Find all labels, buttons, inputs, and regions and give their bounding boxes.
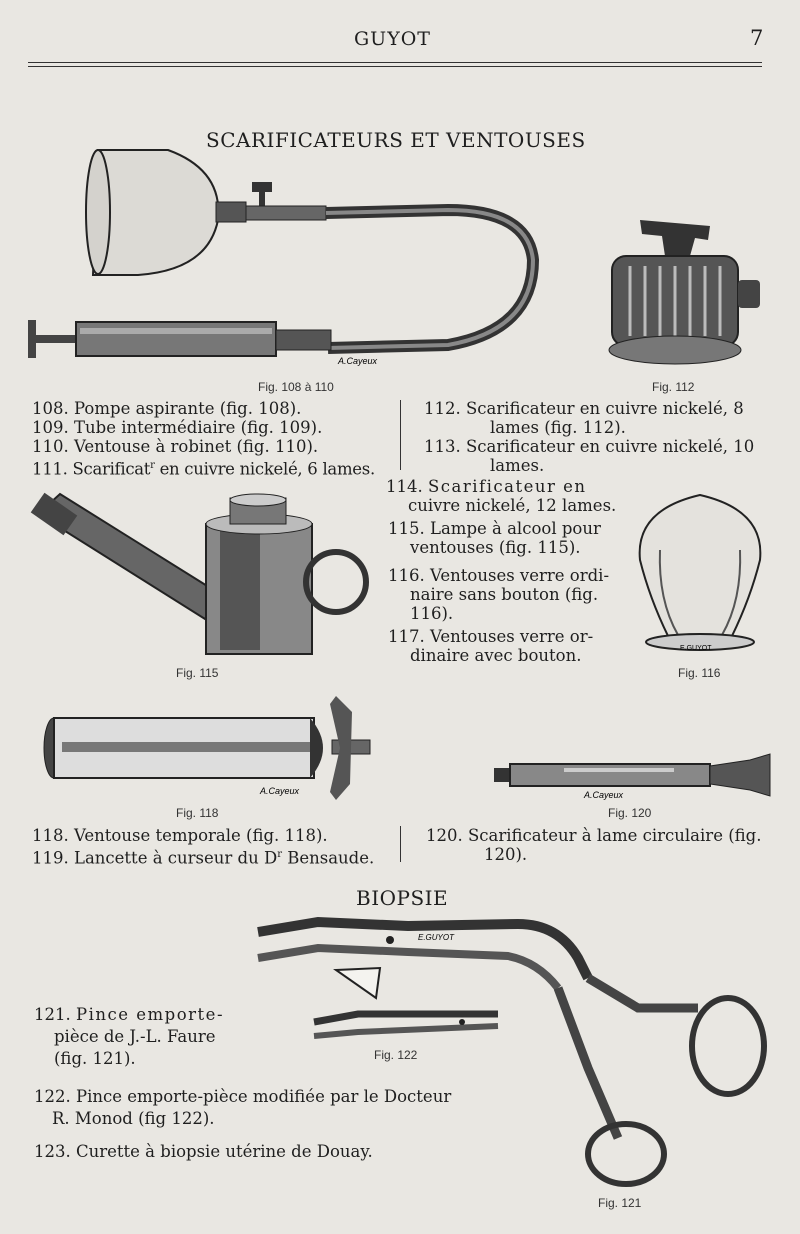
- list-item-113: 113. Scarificateur en cuivre nickelé, 10 lames.: [424, 437, 755, 475]
- connector: [246, 206, 326, 220]
- pump-nozzle: [276, 330, 331, 350]
- list-item-111: 111. Scarificat$^r$ en cuivre nickelé, 6 lames.: [32, 459, 375, 479]
- lancet-handle: [710, 754, 770, 796]
- forceps-shank-upper: [588, 978, 698, 1008]
- lancet-tip: [494, 768, 510, 782]
- list-item-118: 118. Ventouse temporale (fig. 118).: [32, 826, 328, 845]
- section-title-biopsie: BIOPSIE: [356, 886, 449, 910]
- forceps-shank-lower: [558, 988, 618, 1138]
- list-item-115: 115. Lampe à alcool pour ventouses (fig. 115).: [388, 519, 601, 557]
- lancet-shine: [564, 768, 674, 772]
- list-item-119: 119. Lancette à curseur du $D^r$ Bensaude.: [32, 848, 375, 868]
- signature-120: A.Cayeux: [584, 790, 624, 800]
- glass-cup-illustration: [630, 490, 770, 658]
- scarificator-button: [738, 280, 760, 308]
- list-item-121: 121. Pince emporte- pièce de J.-L. Faure (fig. 121).: [34, 1005, 225, 1068]
- lamp-ring-handle: [306, 552, 366, 612]
- signature-108: A.Cayeux: [338, 356, 378, 366]
- caption-fig-118: Fig. 118: [176, 806, 219, 820]
- lamp-cap-top: [230, 494, 286, 506]
- list-item-116: 116. Ventouses verre ordi- naire sans bouton (fig. 116).: [388, 566, 610, 623]
- alcohol-lamp-illustration: [30, 494, 375, 666]
- valve-neck: [216, 202, 246, 222]
- temporal-cup-illustration: [40, 696, 380, 800]
- temporal-cup-end: [310, 718, 323, 778]
- scarificator-base: [609, 336, 741, 364]
- forceps-122-lower: [314, 1026, 498, 1036]
- lamp-body-shade: [220, 530, 260, 650]
- column-divider-bottom: [400, 826, 401, 862]
- lancet-body: [510, 764, 710, 786]
- forceps-122-pivot: [459, 1019, 465, 1025]
- column-divider-top: [400, 400, 401, 470]
- pump-handle: [28, 320, 36, 358]
- page-number: 7: [750, 26, 765, 50]
- forceps-jaw-lower: [258, 948, 558, 988]
- signature-118: A.Cayeux: [260, 786, 300, 796]
- caption-fig-122: Fig. 122: [374, 1048, 418, 1062]
- list-item-122: 122. Pince emporte-pièce modifiée par le Docteur R. Monod (fig 122).: [34, 1087, 452, 1128]
- caption-fig-116: Fig. 116: [678, 666, 721, 680]
- lancet-illustration: [494, 752, 770, 798]
- pump-rod: [36, 335, 76, 343]
- forceps-brand: E.GUYOT: [418, 933, 455, 942]
- glass-brand: E.GUYOT: [680, 645, 712, 652]
- forceps-ring-lower: [588, 1124, 664, 1184]
- forceps-ring-upper: [692, 998, 764, 1094]
- forceps-122-upper: [314, 1014, 498, 1022]
- scarificator-8-illustration: [600, 218, 770, 370]
- scarificator-key: [640, 220, 710, 256]
- running-head: GUYOT: [354, 28, 431, 50]
- forceps-blade-piece: [336, 968, 380, 998]
- list-item-114: 114. Scarificateur en cuivre nickelé, 12 lames.: [386, 477, 617, 515]
- pump-barrel: [76, 322, 276, 356]
- temporal-cup-screw: [62, 742, 312, 752]
- forceps-pivot: [386, 936, 394, 944]
- glass-cup-shape: [93, 150, 218, 275]
- list-item-108: 108. Pompe aspirante (fig. 108).: [32, 399, 302, 418]
- pump-barrel-shine: [80, 328, 272, 334]
- caption-fig-112: Fig. 112: [652, 380, 695, 394]
- list-item-117: 117. Ventouses verre or- dinaire avec bouton.: [388, 627, 594, 665]
- header-rule-bottom: [28, 66, 762, 67]
- caption-fig-115: Fig. 115: [176, 666, 219, 680]
- caption-fig-108: Fig. 108 à 110: [258, 380, 334, 394]
- pump-illustration: [28, 150, 548, 380]
- section-title-scarificateurs: SCARIFICATEURS ET VENTOUSES: [206, 128, 586, 152]
- header-rule-top: [28, 62, 762, 63]
- glass-bulb: [640, 495, 761, 640]
- list-item-112: 112. Scarificateur en cuivre nickelé, 8 lames (fig. 112).: [424, 399, 744, 437]
- cup-rim: [86, 150, 110, 274]
- scarificator-ribs: [630, 266, 720, 336]
- list-item-123: 123. Curette à biopsie utérine de Douay.: [34, 1142, 373, 1161]
- valve-key: [252, 182, 272, 192]
- list-item-120: 120. Scarificateur à lame circulaire (fig. 120).: [426, 826, 762, 864]
- hose: [326, 210, 533, 348]
- caption-fig-121: Fig. 121: [598, 1196, 642, 1210]
- caption-fig-120: Fig. 120: [608, 806, 652, 820]
- list-item-109: 109. Tube intermédiaire (fig. 109).: [32, 418, 323, 437]
- list-item-110: 110. Ventouse à robinet (fig. 110).: [32, 437, 319, 456]
